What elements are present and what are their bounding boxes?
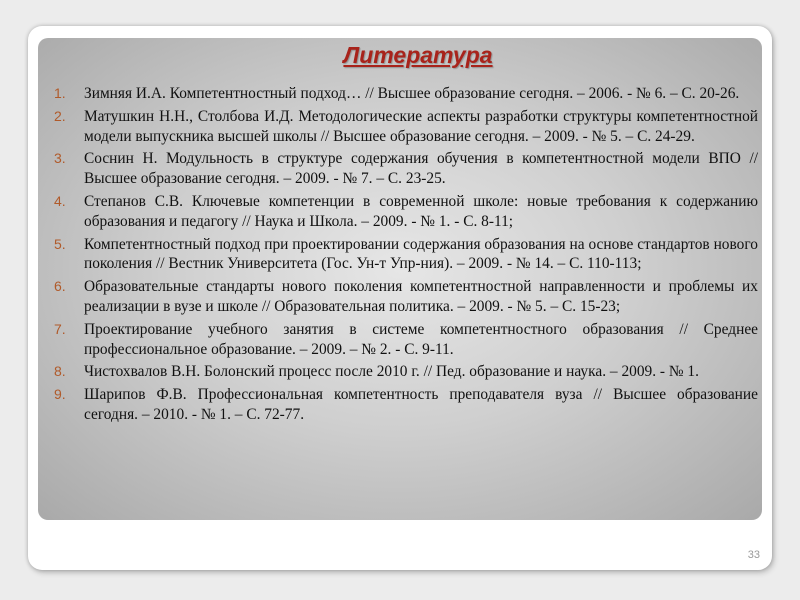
reference-number: 1. bbox=[54, 85, 66, 101]
reference-text: Проектирование учебного занятия в системе компетентностного образования // Среднее профессиональное образование. – 2009. – № 2. - С. 9-11. bbox=[84, 320, 758, 358]
reference-item bbox=[54, 107, 758, 147]
reference-number: 9. bbox=[54, 386, 66, 403]
reference-item bbox=[54, 149, 758, 189]
reference-item bbox=[54, 192, 758, 232]
reference-text: Степанов С.В. Ключевые компетенции в современной школе: новые требования к содержанию образования и педагогу // Наука и Школа. – 2009. - № 1. - С. 8-11; bbox=[84, 192, 758, 230]
reference-item bbox=[54, 235, 758, 275]
reference-number: 4. bbox=[54, 192, 66, 209]
reference-text: Компетентностный подход при проектировании содержания образования на основе стандартов нового поколения // Вестник Университета (Гос. Ун-т Упр-ния). – 2009. - № 14. – С. 110-113; bbox=[84, 235, 758, 273]
reference-item bbox=[54, 362, 758, 382]
reference-text: Зимняя И.А. Компетентностный подход… // Высшее образование сегодня. – 2006. - № 6. – С. 20-26. bbox=[84, 85, 740, 102]
reference-text: Соснин Н. Модульность в структуре содержания обучения в компетентностной модели ВПО // Высшее образование сегодня. – 2009. - № 7. – С. 23-25. bbox=[84, 150, 758, 188]
reference-number: 2. bbox=[54, 107, 66, 124]
slide-title: Литература bbox=[343, 42, 493, 68]
page-number: 33 bbox=[747, 549, 760, 561]
reference-number: 8. bbox=[54, 363, 66, 380]
reference-number: 3. bbox=[54, 150, 66, 167]
reference-text: Матушкин Н.Н., Столбова И.Д. Методологические аспекты разработки структуры компетентностной модели выпускника высшей школы // Высшее образование сегодня. – 2009. - № 5. – С. 24-29. bbox=[84, 107, 758, 145]
reference-item bbox=[54, 277, 758, 317]
reference-item bbox=[54, 84, 758, 104]
reference-number: 6. bbox=[54, 278, 66, 295]
reference-number: 7. bbox=[54, 320, 66, 337]
reference-item bbox=[54, 320, 758, 360]
reference-list bbox=[54, 84, 758, 428]
reference-text: Шарипов Ф.В. Профессиональная компетентность преподавателя вуза // Высшее образование сегодня. – 2010. - № 1. – С. 72-77. bbox=[84, 386, 758, 423]
reference-item bbox=[54, 385, 758, 425]
reference-number: 5. bbox=[54, 235, 66, 252]
reference-text: Образовательные стандарты нового поколения компетентностной направленности и проблемы их реализации в вузе и школе // Образовательная политика. – 2009. - № 5. – С. 15-23; bbox=[84, 278, 758, 315]
reference-text: Чистохвалов В.Н. Болонский процесс после 2010 г. // Пед. образование и наука. – 2009. - № 1. bbox=[84, 363, 699, 381]
